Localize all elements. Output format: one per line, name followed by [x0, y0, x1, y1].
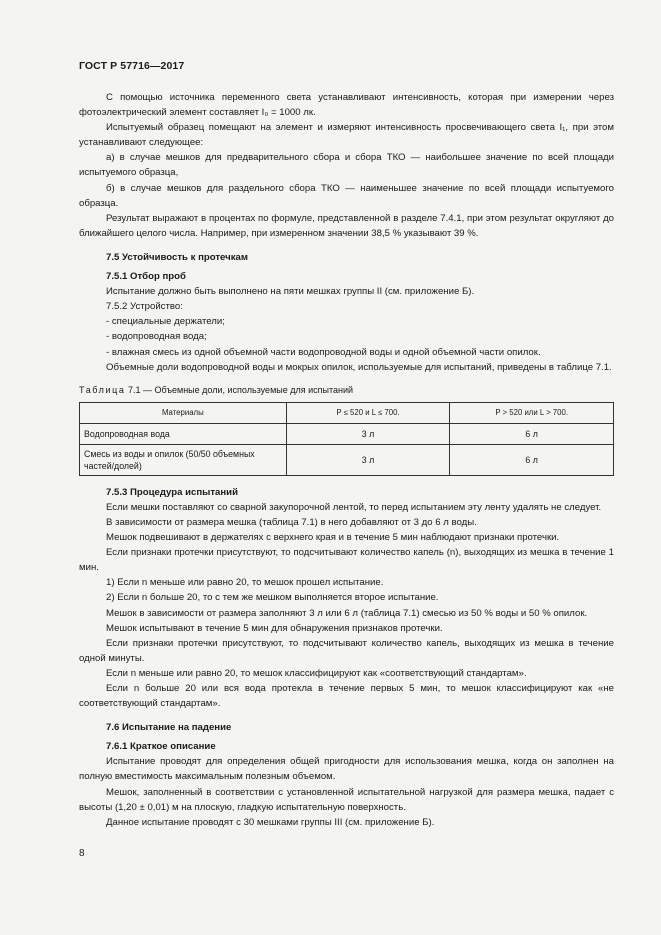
intro-paragraph-2: Испытуемый образец помещают на элемент и измеряют интенсивность просвечивающего света I₁, при этом устанавливают следующее: — [79, 122, 614, 149]
table-header-cell: Материалы — [80, 402, 287, 423]
procedure-paragraph: Мешок подвешивают в держателях с верхнего края и в течение 5 мин наблюдают признаки протечки. — [106, 532, 560, 544]
section-7-6-heading: 7.6 Испытание на падение — [106, 722, 232, 734]
intro-item-b: б) в случае мешков для раздельного сбора ТКО — наименьшее значение по всей площади испытуемого образца. — [79, 182, 614, 209]
table-header-row — [80, 402, 614, 423]
procedure-paragraph: Мешок испытывают в течение 5 мин для обнаружения признаков протечки. — [106, 622, 443, 634]
section-7-6-1-heading: 7.6.1 Краткое описание — [106, 741, 216, 753]
drop-test-paragraph: Испытание проводят для определения общей пригодности для использования мешка, когда он заполнен на полную вместимость максимальным полезным объемом. — [79, 756, 614, 783]
drop-test-paragraph: Данное испытание проводят с 30 мешками группы III (см. приложение Б). — [106, 816, 435, 828]
table-cell: 3 л — [286, 423, 450, 444]
table-cell: Водопроводная вода — [80, 423, 287, 444]
standard-header: ГОСТ Р 57716—2017 — [79, 60, 185, 72]
procedure-paragraph: Если признаки протечки присутствуют, то подсчитывают количество капель (n), выходящих из мешка в течение 1 мин. — [79, 547, 614, 574]
procedure-paragraph: Если признаки протечки присутствуют, то подсчитывают количество капель, выходящих из мешка в течение одной минуты. — [79, 637, 614, 664]
table-caption — [79, 383, 614, 398]
section-7-5-2-heading: 7.5.2 Устройство: — [106, 301, 183, 313]
table-caption-word: Таблица — [79, 384, 126, 395]
procedure-paragraph: Если n меньше или равно 20, то мешок классифицируют как «соответствующий стандартам». — [106, 667, 527, 679]
table-row — [80, 444, 614, 475]
volume-fractions-paragraph: Объемные доли водопроводной воды и мокрых опилок, используемые для испытаний, приведены в таблице 7.1. — [106, 361, 612, 373]
drop-test-paragraph: Мешок, заполненный в соответствии с установленной испытательной нагрузкой для размера мешка, падает с высоты (1,20 ± 0,01) м на плоскую, гладкую испытательную поверхность. — [79, 786, 614, 813]
intro-item-a: а) в случае мешков для предварительного сбора и сбора ТКО — наибольшее значение по всей площади испытуемого образца, — [79, 152, 614, 179]
section-7-5-3-heading: 7.5.3 Процедура испытаний — [106, 486, 238, 498]
section-7-5-heading: 7.5 Устойчивость к протечкам — [106, 251, 248, 263]
volume-fractions-table — [79, 402, 614, 476]
procedure-paragraph: Если мешки поставляют со сварной закупорочной лентой, то перед испытанием эту ленту удалять не следует. — [106, 501, 602, 513]
intro-paragraph-3: Результат выражают в процентах по формуле, представленной в разделе 7.4.1, при этом результат округляют до ближайшего целого числа. Например, при измеренном значении 38,5 % указывают 39 %. — [79, 212, 614, 239]
procedure-paragraph: В зависимости от размера мешка (таблица 7.1) в него добавляют от 3 до 6 л воды. — [106, 516, 477, 528]
table-cell: Смесь из воды и опилок (50/50 объемных частей/долей) — [80, 444, 287, 475]
page-number: 8 — [79, 848, 85, 859]
page-content — [79, 90, 614, 830]
table-row — [80, 423, 614, 444]
table-cell: 3 л — [286, 444, 450, 475]
apparatus-item: - специальные держатели; — [106, 316, 225, 328]
procedure-paragraph: Мешок в зависимости от размера заполняют 3 л или 6 л (таблица 7.1) смесью из 50 % воды и 50 % опилок. — [106, 607, 588, 619]
intro-paragraph-1: С помощью источника переменного света устанавливают интенсивность, которая при измерении через фотоэлектрический элемент составляет I₀ = 1000 лк. — [79, 92, 614, 119]
apparatus-item: - водопроводная вода; — [106, 331, 207, 343]
table-cell: 6 л — [450, 444, 614, 475]
procedure-paragraph: 2) Если n больше 20, то с тем же мешком выполняется второе испытание. — [106, 592, 439, 604]
section-7-5-1-heading: 7.5.1 Отбор проб — [106, 271, 186, 283]
procedure-paragraph: 1) Если n меньше или равно 20, то мешок прошел испытание. — [106, 577, 384, 589]
table-cell: 6 л — [450, 423, 614, 444]
section-7-5-1-text: Испытание должно быть выполнено на пяти мешках группы II (см. приложение Б). — [106, 286, 475, 298]
table-caption-text: 7.1 — Объемные доли, используемые для испытаний — [128, 384, 354, 395]
procedure-paragraph: Если n больше 20 или вся вода протекла в течение первых 5 мин, то мешок классифицируют как «не соответствующий стандартам». — [79, 683, 614, 710]
apparatus-item: - влажная смесь из одной объемной части водопроводной воды и одной объемной части опилок. — [106, 346, 541, 358]
table-header-cell: P ≤ 520 и L ≤ 700. — [286, 402, 450, 423]
table-header-cell: P > 520 или L > 700. — [450, 402, 614, 423]
